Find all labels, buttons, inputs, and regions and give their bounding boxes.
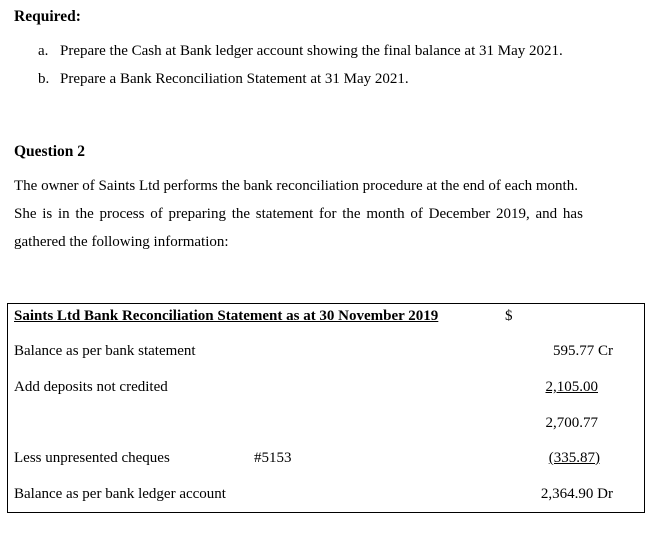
- paragraph-line: gathered the following information:: [14, 234, 229, 250]
- row-label-bank-balance: Balance as per bank statement: [14, 343, 196, 359]
- paragraph-line: The owner of Saints Ltd performs the bank reconciliation procedure at the end of each month.: [14, 178, 578, 194]
- list-item-text: Prepare the Cash at Bank ledger account showing the final balance at 31 May 2021.: [60, 43, 563, 59]
- amount-bank-balance: 595.77 Cr: [553, 343, 613, 359]
- amount-subtotal: 2,700.77: [545, 415, 598, 431]
- amount-unpresented-cheques: (335.87): [548, 450, 600, 466]
- row-label-unpresented-cheques: Less unpresented cheques: [14, 450, 170, 466]
- list-marker: b.: [38, 71, 50, 87]
- row-label-ledger-balance: Balance as per bank ledger account: [14, 486, 226, 502]
- currency-header: $: [505, 308, 513, 324]
- required-heading: Required:: [14, 8, 81, 25]
- cheque-number: #5153: [254, 450, 292, 466]
- amount-deposits: 2,105.00: [545, 379, 598, 395]
- list-marker: a.: [38, 43, 49, 59]
- reconciliation-statement-table: [7, 303, 645, 513]
- list-item: [38, 71, 409, 88]
- list-item-text: Prepare a Bank Reconciliation Statement at 31 May 2021.: [60, 71, 409, 87]
- amount-ledger-balance: 2,364.90 Dr: [540, 486, 613, 502]
- row-label-deposits: Add deposits not credited: [14, 379, 168, 395]
- paragraph-line: She is in the process of preparing the statement for the month of December 2019, and has: [14, 206, 583, 222]
- list-item: [38, 43, 563, 60]
- question-heading: Question 2: [14, 143, 86, 160]
- statement-title: Saints Ltd Bank Reconciliation Statement as at 30 November 2019: [14, 308, 439, 324]
